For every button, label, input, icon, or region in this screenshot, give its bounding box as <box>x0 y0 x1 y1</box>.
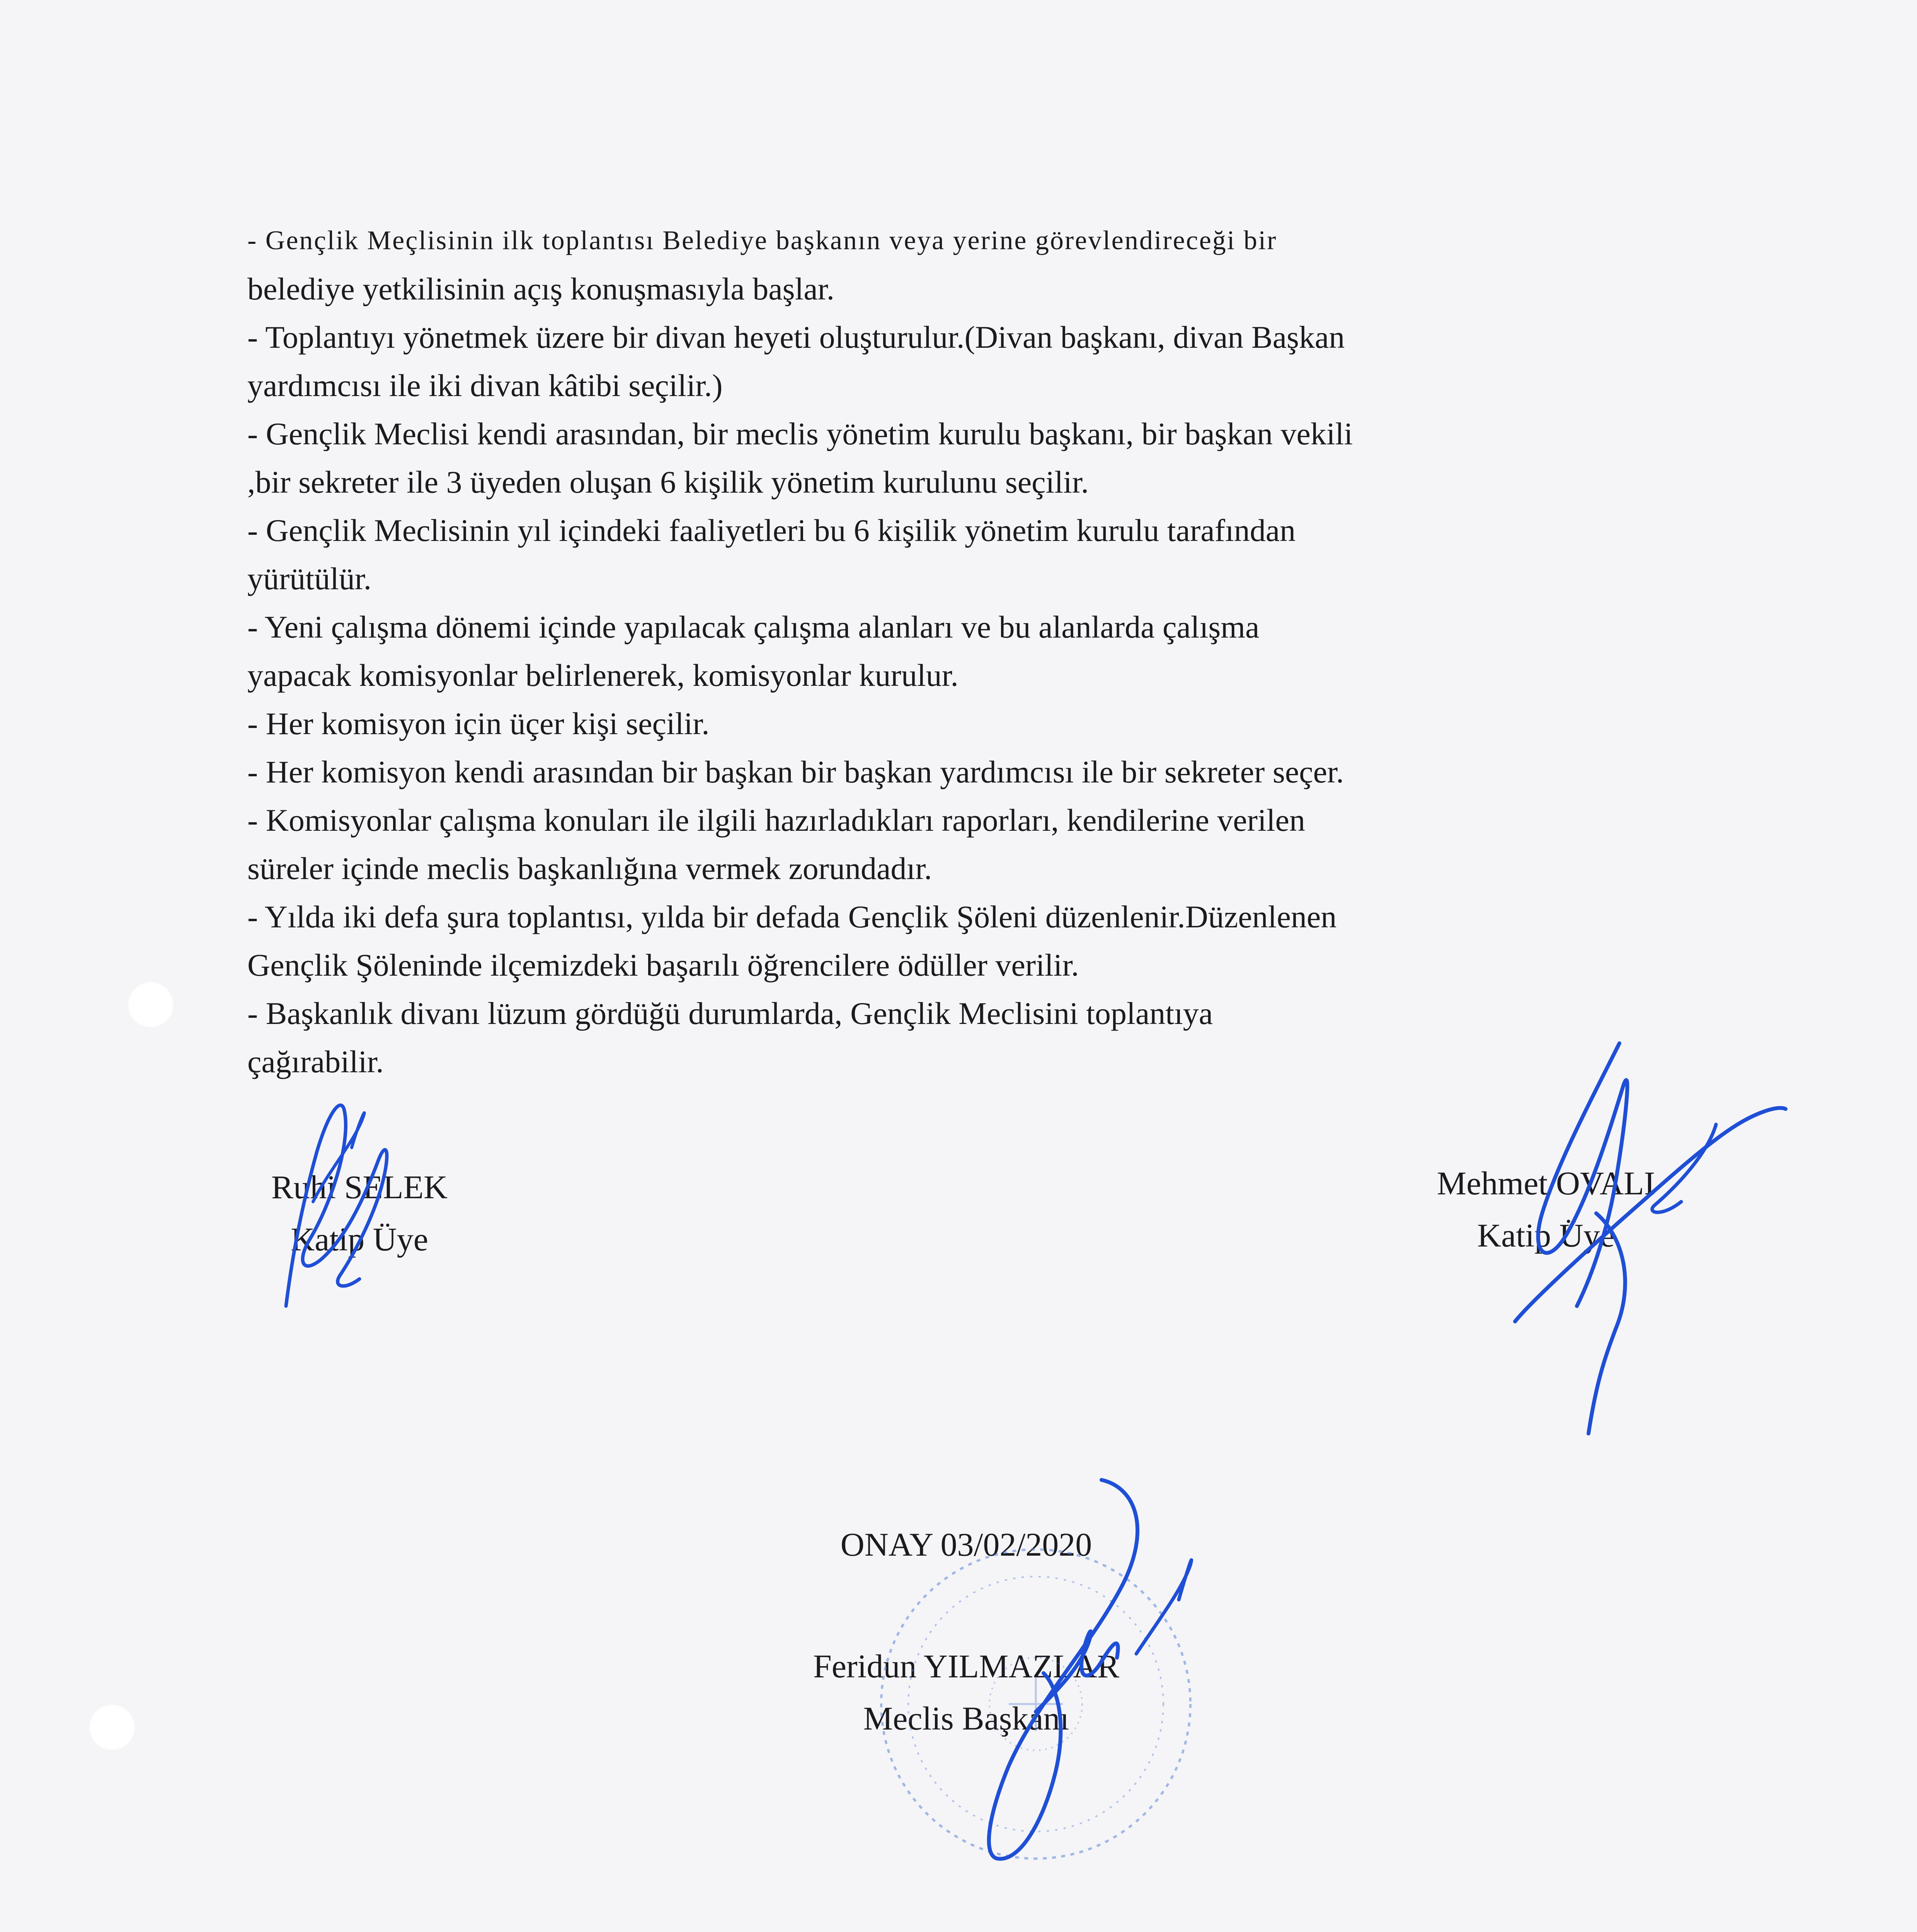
signer-name-right: Mehmet OVALI <box>1437 1165 1655 1202</box>
approver-role: Meclis Başkanı <box>863 1700 1069 1737</box>
paragraph-line: - Komisyonlar çalışma konuları ile ilgili hazırladıkları raporları, kendilerine verilen <box>247 803 1305 838</box>
punch-hole-upper <box>128 981 174 1028</box>
paragraph-line: çağırabilir. <box>247 1044 384 1079</box>
paragraph-line: - Gençlik Meçlisinin ilk toplantısı Belediye başkanın veya yerine görevlendireceği bir <box>247 226 1277 255</box>
paragraph-line: - Başkanlık divanı lüzum gördüğü durumlarda, Gençlik Meclisini toplantıya <box>247 996 1213 1031</box>
signature-block-left <box>247 1161 472 1265</box>
approver-name: Feridun YILMAZLAR <box>813 1648 1120 1685</box>
paragraph-line: - Her komisyon kendi arasından bir başkan bir başkan yardımcısı ile bir sekreter seçer. <box>247 754 1344 789</box>
paragraph-line: - Toplantıyı yönetmek üzere bir divan heyeti oluşturulur.(Divan başkanı, divan Başkan <box>247 320 1345 355</box>
signer-name-left: Ruhi SELEK <box>271 1168 448 1206</box>
punch-hole-lower <box>89 1704 135 1750</box>
signature-block-right <box>1407 1157 1685 1262</box>
paragraph-line: - Her komisyon için üçer kişi seçilir. <box>247 706 710 741</box>
paragraph-line: - Yılda iki defa şura toplantısı, yılda bir defada Gençlik Şöleni düzenlenir.Düzenlenen <box>247 899 1337 934</box>
paragraph-line: - Gençlik Meclisinin yıl içindeki faaliyetleri bu 6 kişilik yönetim kurulu tarafından <box>247 513 1296 548</box>
approval-block <box>754 1519 1179 1745</box>
paragraph-line: süreler içinde meclis başkanlığına vermek zorundadır. <box>247 851 932 886</box>
paragraph-line: - Gençlik Meclisi kendi arasından, bir meclis yönetim kurulu başkanı, bir başkan vekili <box>247 416 1353 451</box>
paragraph-line: Gençlik Şöleninde ilçemizdeki başarılı öğrencilere ödüller verilir. <box>247 947 1079 983</box>
paragraph-line: yürütülür. <box>247 561 372 596</box>
signer-role-left: Katip Üye <box>291 1221 428 1258</box>
paragraph-line: - Yeni çalışma dönemi içinde yapılacak çalışma alanları ve bu alanlarda çalışma <box>247 609 1260 645</box>
paragraph-line: yardımcısı ile iki divan kâtibi seçilir.) <box>247 368 723 403</box>
paragraph-line: ,bir sekreter ile 3 üyeden oluşan 6 kişilik yönetim kurulunu seçilir. <box>247 464 1089 500</box>
paragraph-line: belediye yetkilisinin açış konuşmasıyla başlar. <box>247 271 834 306</box>
approval-date: ONAY 03/02/2020 <box>840 1526 1092 1563</box>
document-body <box>247 216 1716 1086</box>
paragraph-line: yapacak komisyonlar belirlenerek, komisyonlar kurulur. <box>247 658 958 693</box>
signer-role-right: Katip Üye <box>1477 1217 1615 1254</box>
